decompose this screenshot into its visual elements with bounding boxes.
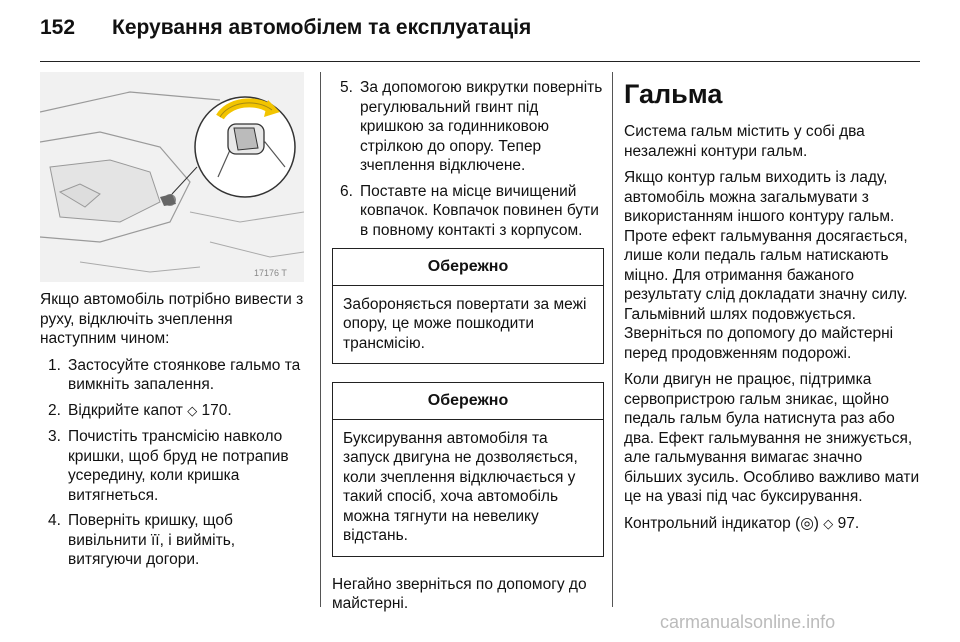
- page-header: [0, 0, 960, 62]
- steps-list-1: [40, 356, 312, 570]
- list-item: 5. За допомогою викрутки поверніть регулювальний гвинт під кришкою за годинниковою стрілкою до опору. Тепер зчеплення відключене.: [340, 79, 603, 174]
- brake-indicator-icon: (◎): [795, 514, 819, 532]
- footer-paragraph: Негайно зверніться по допомогу до майстерні.: [332, 575, 587, 612]
- page-ref-icon: ◇: [187, 403, 198, 419]
- list-item: 3. Почистіть трансмісію навколо кришки, щоб бруд не потрапив усередину, коли кришка витягнеться.: [48, 428, 289, 504]
- paragraph: Система гальм містить у собі два незалежні контури гальм.: [624, 123, 865, 160]
- caution-title: Обережно: [333, 249, 603, 286]
- paragraph: Контрольний індикатор (◎) ◇ 97.: [624, 514, 860, 532]
- intro-paragraph: Якщо автомобіль потрібно вивести з руху, відключіть зчеплення наступним чином:: [40, 291, 304, 347]
- header-rule: [40, 61, 920, 62]
- caution-text: Буксирування автомобіля та запуск двигуна не дозволяється, коли зчеплення відключається у такий спосіб, хоча автомобіль можна тягнути на невелику відстань.: [343, 429, 578, 544]
- clutch-cover-illustration: [40, 72, 304, 282]
- steps-list-2: [332, 78, 604, 240]
- column-divider: [320, 72, 321, 607]
- list-item: 1. Застосуйте стоянкове гальмо та вимкніть запалення.: [48, 356, 301, 393]
- caution-title: Обережно: [333, 383, 603, 420]
- list-item: 4. Поверніть кришку, щоб вивільнити її, і вийміть, витягуючи догори.: [48, 512, 236, 568]
- section-heading: Гальма: [624, 79, 723, 109]
- page-ref-icon: ◇: [823, 516, 834, 532]
- column-2: [332, 78, 604, 621]
- list-item: 2. Відкрийте капот ◇ 170.: [48, 401, 232, 419]
- paragraph: Якщо контур гальм виходить із ладу, автомобіль можна загальмувати з використанням іншого контуру гальм. Проте ефект гальмування досягається, лише коли педаль гальм натискають міцно. Для отримання бажаного результату слід докладати значну силу. Гальмівний шлях подовжується. Зверніться по допомогу до майстерні перед продовженням подорожі.: [624, 169, 908, 362]
- paragraph: Коли двигун не працює, підтримка сервопристрою гальм зникає, щойно педаль гальм була натиснута раз або два. Ефект гальмування не знижується, але гальмування вимагає значно більших зусиль. Особливо важливо мати це на увазі під час буксирування.: [624, 371, 920, 505]
- column-1: [40, 290, 312, 576]
- caution-box: [332, 382, 604, 557]
- caution-text: Забороняється повертати за межі опору, це може пошкодити трансмісію.: [343, 295, 587, 352]
- watermark: carmanualsonline.info: [660, 612, 836, 632]
- list-item: 6. Поставте на місце вичищений ковпачок. Ковпачок повинен бути в повному контакті з корпусом.: [340, 182, 599, 239]
- caution-box: [332, 248, 604, 364]
- page-ref-link[interactable]: 170.: [201, 401, 232, 419]
- page-title: Керування автомобілем та експлуатація: [112, 16, 532, 39]
- page-number: 152: [40, 16, 76, 39]
- page-ref-link[interactable]: 97.: [837, 514, 860, 532]
- figure-caption: 17176 T: [254, 268, 287, 278]
- column-divider: [612, 72, 613, 607]
- column-3: [624, 78, 920, 541]
